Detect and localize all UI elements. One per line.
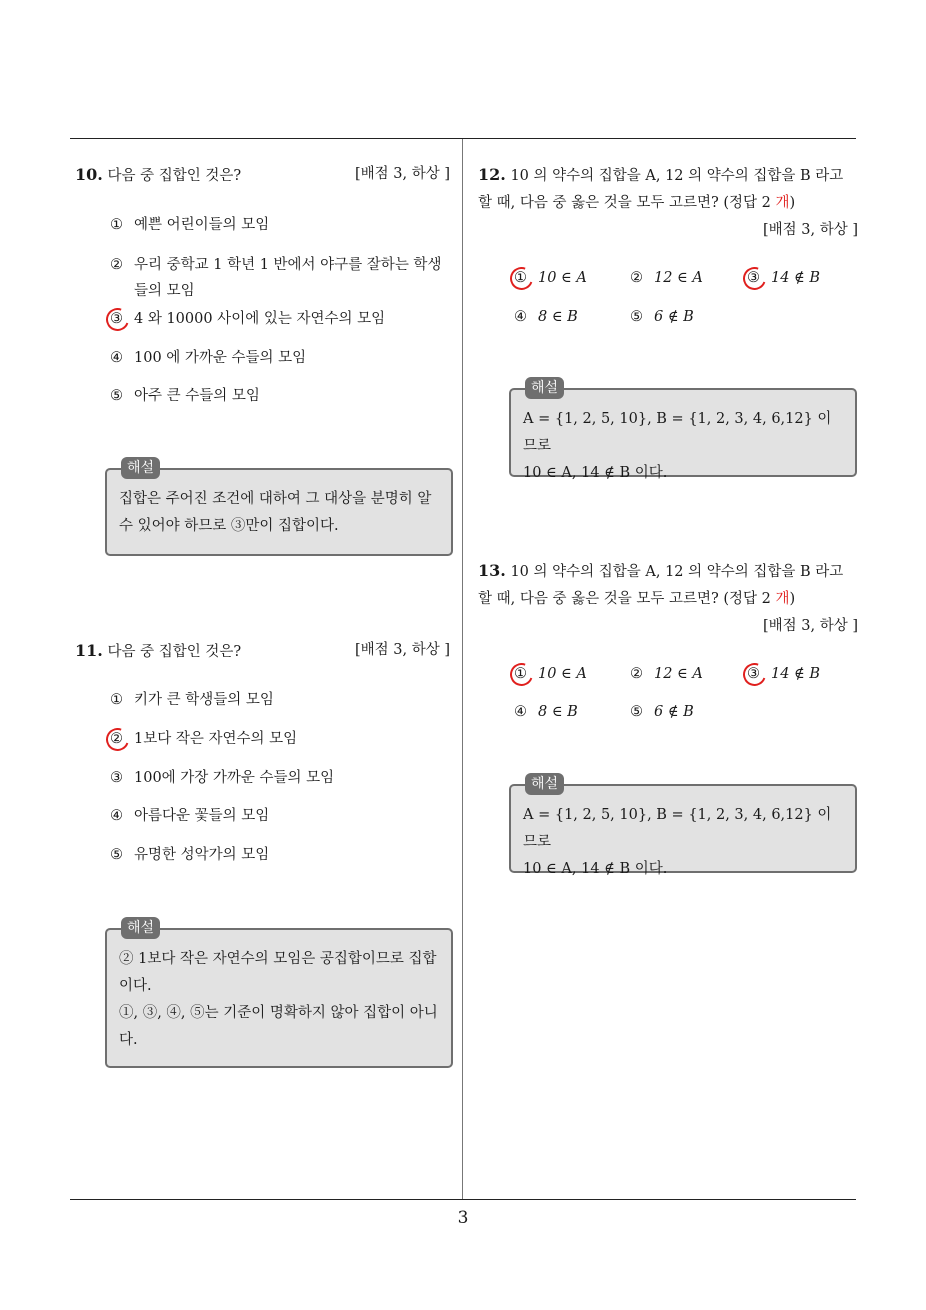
score-tag: [배점 3, 하상 ]: [354, 166, 450, 182]
q11-option-4[interactable]: ④ 아름다운 꽃들의 모임: [110, 808, 270, 824]
question-text: 10 의 약수의 집합을 A, 12 의 약수의 집합을 B 라고 할 때, 다음 중 옳은 것을 모두 고르면? (정답 2: [478, 564, 844, 607]
explanation-label: 해설: [121, 917, 160, 939]
q12-option-1[interactable]: ① 10 ∈ A: [514, 270, 587, 286]
top-rule: [70, 138, 856, 139]
score-tag: [배점 3, 하상 ]: [354, 642, 450, 658]
score-tag: [배점 3, 하상 ]: [762, 222, 858, 238]
q10-option-4[interactable]: ④ 100 에 가까운 수들의 모임: [110, 350, 307, 366]
q12-option-4[interactable]: ④ 8 ∈ B: [514, 309, 578, 325]
explanation-box: [509, 776, 857, 877]
explanation-box: [509, 380, 857, 481]
question-12: 12. 10 의 약수의 집합을 A, 12 의 약수의 집합을 B 라고 할 때, 다음 중 옳은 것을 모두 고르면? (정답 2 개) [배점 3, 하상 ]: [478, 161, 858, 244]
question-11: [75, 637, 450, 666]
q11-option-5[interactable]: ⑤ 유명한 성악가의 모임: [110, 847, 270, 863]
q11-option-2[interactable]: ② 1보다 작은 자연수의 모임: [110, 731, 298, 747]
q13-option-5[interactable]: ⑤ 6 ∉ B: [630, 704, 694, 720]
q10-option-2[interactable]: ② 우리 중학교 1 학년 1 반에서 야구를 잘하는 학생들의 모임: [110, 257, 442, 299]
page-number: 3: [457, 1208, 469, 1228]
q12-option-3[interactable]: ③ 14 ∉ B: [747, 270, 821, 286]
q11-option-1[interactable]: ① 키가 큰 학생들의 모임: [110, 692, 274, 708]
explanation-label: 해설: [525, 773, 564, 795]
q13-option-2[interactable]: ② 12 ∈ A: [630, 666, 703, 682]
explanation-line: ①, ③, ④, ⑤는 기준이 명확하지 않아 집합이 아니다.: [119, 1005, 438, 1048]
question-number: 13.: [478, 561, 506, 580]
explanation-label: 해설: [121, 457, 160, 479]
q10-option-3[interactable]: ③ 4 와 10000 사이에 있는 자연수의 모임: [110, 311, 386, 327]
question-number: 11.: [75, 641, 103, 660]
explanation-label: 해설: [525, 377, 564, 399]
explanation-box: [105, 460, 453, 556]
explanation-line: A = {1, 2, 5, 10}, B = {1, 2, 3, 4, 6,12} 이므로: [523, 411, 832, 454]
explanation-line: A = {1, 2, 5, 10}, B = {1, 2, 3, 4, 6,12} 이므로: [523, 807, 832, 850]
score-tag: [배점 3, 하상 ]: [762, 618, 858, 634]
question-number: 10.: [75, 165, 103, 184]
bottom-rule: [70, 1199, 856, 1200]
question-text: 다음 중 집합인 것은?: [107, 168, 242, 184]
question-number: 12.: [478, 165, 506, 184]
answer-count-highlight: 개: [775, 591, 790, 607]
q13-option-4[interactable]: ④ 8 ∈ B: [514, 704, 578, 720]
q10-option-1[interactable]: ① 예쁜 어린이들의 모임: [110, 217, 270, 233]
q11-option-3[interactable]: ③ 100에 가장 가까운 수들의 모임: [110, 770, 335, 786]
question-text: 다음 중 집합인 것은?: [107, 644, 242, 660]
question-text: 10 의 약수의 집합을 A, 12 의 약수의 집합을 B 라고 할 때, 다음 중 옳은 것을 모두 고르면? (정답 2: [478, 168, 844, 211]
q13-option-1[interactable]: ① 10 ∈ A: [514, 666, 587, 682]
explanation-line: 10 ∈ A, 14 ∉ B 이다.: [523, 861, 668, 877]
explanation-line: ② 1보다 작은 자연수의 모임은 공집합이므로 집합이다.: [119, 951, 437, 994]
q12-option-5[interactable]: ⑤ 6 ∉ B: [630, 309, 694, 325]
explanation-box: [105, 920, 453, 1068]
answer-count-highlight: 개: [775, 195, 790, 211]
question-10: [75, 161, 450, 190]
explanation-line: 10 ∈ A, 14 ∉ B 이다.: [523, 465, 668, 481]
column-divider: [462, 139, 463, 1200]
q12-option-2[interactable]: ② 12 ∈ A: [630, 270, 703, 286]
q10-option-5[interactable]: ⑤ 아주 큰 수들의 모임: [110, 388, 260, 404]
explanation-text: 집합은 주어진 조건에 대하여 그 대상을 분명히 알 수 있어야 하므로 ③만이 집합이다.: [119, 491, 432, 534]
q13-option-3[interactable]: ③ 14 ∉ B: [747, 666, 821, 682]
question-13: 13. 10 의 약수의 집합을 A, 12 의 약수의 집합을 B 라고 할 때, 다음 중 옳은 것을 모두 고르면? (정답 2 개) [배점 3, 하상 ]: [478, 557, 858, 640]
